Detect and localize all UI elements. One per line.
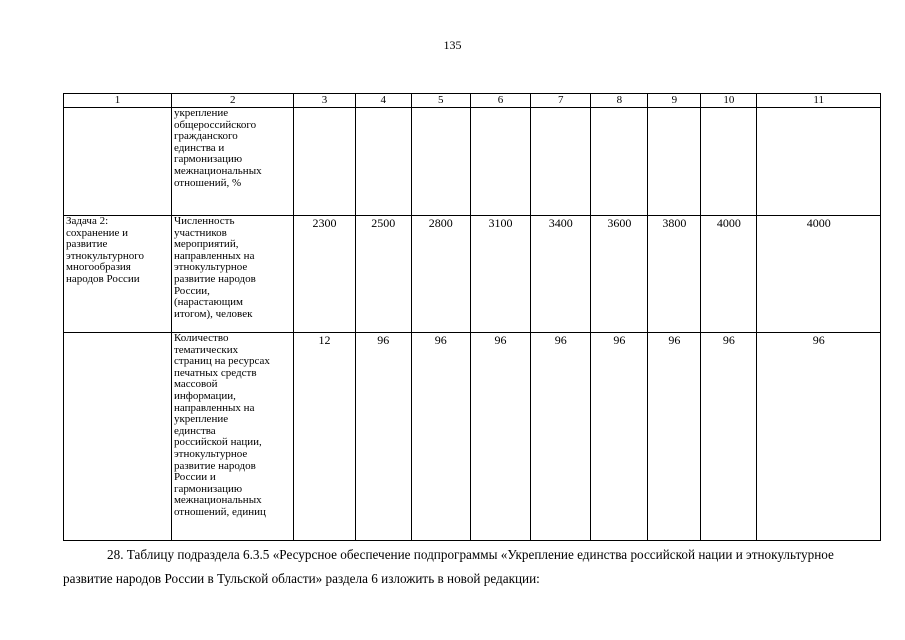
value-cell: [470, 108, 530, 216]
value-cell: 96: [470, 333, 530, 541]
body-paragraph: 28. Таблицу подраздела 6.3.5 «Ресурсное обеспечение подпрограммы «Укрепление единства российской нации и этнокультурное развитие народов России в Тульской области» раздела 6 изложить в новой редакции:: [63, 547, 834, 586]
value-cell: 3800: [648, 216, 701, 333]
column-header: 1: [64, 94, 172, 108]
value-cell: 96: [757, 333, 881, 541]
indicators-table: [63, 93, 881, 541]
value-cell: 2800: [411, 216, 470, 333]
column-header: 2: [171, 94, 293, 108]
value-cell: [757, 108, 881, 216]
value-cell: 2500: [355, 216, 411, 333]
value-cell: 4000: [757, 216, 881, 333]
value-cell: 96: [355, 333, 411, 541]
column-header: 7: [531, 94, 591, 108]
value-cell: 4000: [701, 216, 757, 333]
column-header: 3: [294, 94, 355, 108]
value-cell: [355, 108, 411, 216]
value-cell: 3400: [531, 216, 591, 333]
value-cell: 96: [591, 333, 648, 541]
column-header: 11: [757, 94, 881, 108]
page-number: 135: [443, 38, 462, 52]
value-cell: [591, 108, 648, 216]
value-cell: 96: [411, 333, 470, 541]
indicator-cell: Количество тематических страниц на ресурсах печатных средств массовой информации, направленных на укрепление единства российской нации, этнокультурное развитие народов России и гармонизацию межнациональных отношений, единиц: [171, 333, 293, 541]
column-header: 6: [470, 94, 530, 108]
value-cell: [294, 108, 355, 216]
column-header: 5: [411, 94, 470, 108]
value-cell: [701, 108, 757, 216]
task-cell: [64, 108, 172, 216]
table-row: [64, 333, 881, 541]
value-cell: [411, 108, 470, 216]
column-header: 9: [648, 94, 701, 108]
value-cell: 2300: [294, 216, 355, 333]
indicator-cell: укрепление общероссийского гражданского единства и гармонизацию межнациональных отношений, %: [171, 108, 293, 216]
value-cell: 96: [701, 333, 757, 541]
value-cell: 96: [648, 333, 701, 541]
value-cell: [531, 108, 591, 216]
value-cell: 12: [294, 333, 355, 541]
column-header: 8: [591, 94, 648, 108]
task-cell: [64, 333, 172, 541]
column-header: 4: [355, 94, 411, 108]
indicator-cell: Численность участников мероприятий, направленных на этнокультурное развитие народов России, (нарастающим итогом), человек: [171, 216, 293, 333]
task-cell: Задача 2: сохранение и развитие этнокультурного многообразия народов России: [64, 216, 172, 333]
value-cell: 3100: [470, 216, 530, 333]
table-row: [64, 108, 881, 216]
value-cell: 3600: [591, 216, 648, 333]
table-row: [64, 216, 881, 333]
value-cell: [648, 108, 701, 216]
table-header-row: [64, 94, 881, 108]
value-cell: 96: [531, 333, 591, 541]
column-header: 10: [701, 94, 757, 108]
